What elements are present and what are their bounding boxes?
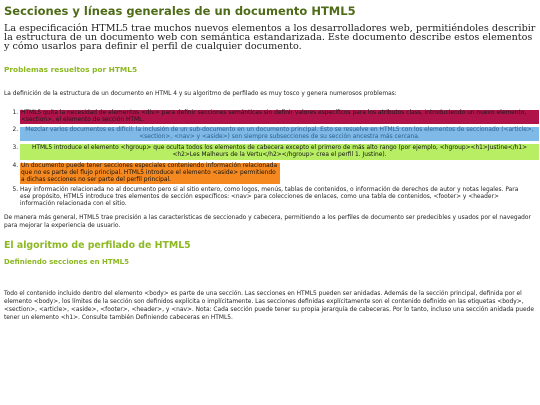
- list-item-text: 4. Un documento puede tener secciones especiales conteniendo información relacionada que no es parte del flujo principal. HTML5 introduce el elemento <aside> permitiendo a dichas secciones no ser parte del perfil principal.: [20, 163, 280, 184]
- summary-paragraph: De manera más general, HTML5 trae precisión a las características de seccionado y cabecera, permitiendo a los perfiles de documento ser predecibles y usados por el navegador para mejorar la experiencia de usuario.: [4, 215, 531, 229]
- problems-list: [4, 110, 536, 208]
- list-item-text: 1. HTML5 quita la necesidad de elementos <div> para definir secciones semánticas sin definir valores específicos para los atributos class, introduciendo un nuevo elemento, <section>, el elemento de sección HTML.: [20, 110, 539, 124]
- list-item: [20, 187, 536, 208]
- list-item-text: 3. HTML5 introduce el elemento <hgroup> que oculta todos los elementos de cabecera excepto el primero de más alto rango (por ejemplo, <hgroup><h1>Justine</h1><h2>Les Malheurs de la Vertu</h2></hgroup> crea el perfil 1. Justine).: [20, 144, 539, 160]
- list-item: [20, 163, 536, 184]
- body-paragraph: Todo el contenido incluido dentro del elemento <body> es parte de una sección. Las secciones en HTML5 pueden ser anidadas. Además de la sección principal, definida por el elemento <body>, los límites de la sección son definidos explícita o implícitamente. Las secciones definidas explícitamente son el contenido definido en las etiquetas <body>, <section>, <article>, <aside>, <footer>, <header>, y <nav>. Nota: Cada sección puede tener su propia jerarquía de cabeceras. Por lo tanto, incluso una sección anidada puede tener un elemento <h1>. Consulte también Definiendo cabeceras en HTML5.: [4, 291, 535, 321]
- section-heading-problems: Problemas resueltos por HTML5: [4, 65, 138, 74]
- section-lead-paragraph: La definición de la estructura de un documento en HTML 4 y su algoritmo de perfilado es muy tosco y genera numerosos problemas:: [4, 91, 397, 97]
- page-title: Secciones y líneas generales de un documento HTML5: [4, 4, 356, 18]
- subsection-heading-defining: Definiendo secciones en HTML5: [4, 258, 129, 266]
- intro-paragraph: La especificación HTML5 trae muchos nuevos elementos a los desarrolladores web, permitiéndoles describir la estructura de un documento web con semántica estandarizada. Este documento describe estos elementos y cómo usarlos para definir el perfil de cualquier documento.: [4, 23, 536, 52]
- list-item-text: 2. Mezclar varios documentos es difícil: la inclusión de un sub-documento en un documento principal. Esto se resuelve en HTML5 con los elementos de seccionado (<article>, <section>, <nav> y <aside>) son siempre subsecciones de su sección ancestra más cercana.: [20, 127, 539, 141]
- list-item-text: 5. Hay información relacionada no al documento pero si al sitio entero, como logos, menús, tablas de contenidos, o información de derechos de autor y notas legales. Para ese propósito, HTML5 introduce tres elementos de sección específicos: <nav> para colecciones de enlaces, como una tabla de contenidos, <footer> y <header> información relacionada con el sitio.: [20, 187, 519, 207]
- section-heading-algorithm: El algoritmo de perfilado de HTML5: [4, 240, 191, 251]
- list-item: [20, 110, 536, 124]
- list-item: [20, 127, 536, 141]
- list-item: [20, 144, 536, 160]
